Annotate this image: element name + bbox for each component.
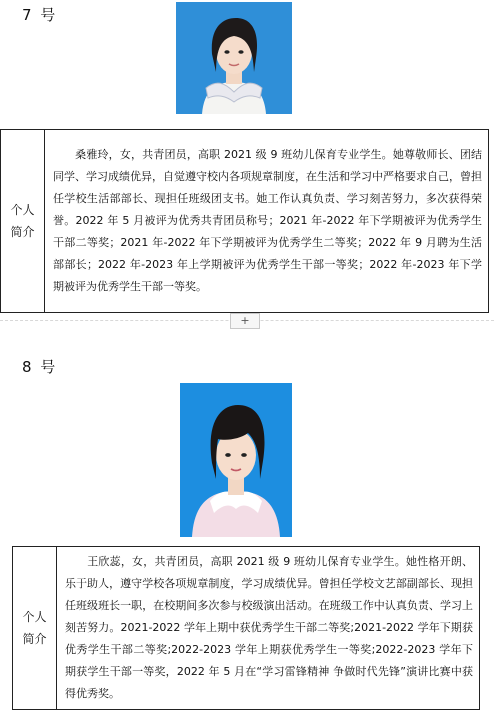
label-line-1: 个人 — [10, 203, 35, 217]
student-number-7: 7 号 — [22, 6, 58, 24]
student-number-8: 8 号 — [22, 358, 58, 376]
profile-table-7 — [0, 129, 489, 313]
label-line-1: 个人 — [22, 610, 47, 624]
student-photo-8 — [180, 383, 292, 537]
label-line-2: 简介 — [22, 632, 47, 646]
portrait-icon — [180, 383, 292, 537]
profile-table-8 — [12, 546, 480, 710]
bio-text-7: 桑雅玲，女，共青团员，高职 2021 级 9 班幼儿保育专业学生。她尊敬师长、团结同学、学习成绩优异，自觉遵守校内各项规章制度，在生活和学习中严格要求自己，曾担任学校生活部部长、现担任班级团支书。她工作认真负责、学习刻苦努力，多次获得荣誉。2022 年 5 月被评为优秀共青团员称号；2021 年-2022 年下学期被评为优秀学生干部二等奖；2021 年-2022 年下学期被评为优秀学生二等奖；2022 年 9 月聘为生活部部长；2022 年-2023 年上学期被评为优秀学生干部一等奖；2022 年-2023 年下学期被评为优秀学生干部一等奖。 — [53, 148, 482, 293]
label-line-2: 简介 — [10, 225, 35, 239]
student-photo-7 — [176, 2, 292, 114]
add-row-button[interactable]: + — [230, 313, 260, 329]
profile-label-7 — [1, 130, 45, 313]
bio-text-8: 王欣蕊，女，共青团员，高职 2021 级 9 班幼儿保育专业学生。她性格开朗、乐于助人，遵守学校各项规章制度，学习成绩优异。曾担任学校文艺部副部长、现担任班级班长一职，在校期间多次参与校级演出活动。在班级工作中认真负责、学习上刻苦努力。2021-2022 学年上期中获优秀学生干部二等奖;2021-2022 学年下期获优秀学生干部二等奖;2022-2023 学年上期获优秀学生一等奖;2022-2023 学年下期获学生干部一等奖，2022 年 5 月在“学习雷锋精神 争做时代先锋”演讲比赛中获得优秀奖。 — [65, 555, 473, 700]
profile-bio-7 — [45, 130, 489, 313]
portrait-icon — [176, 2, 292, 114]
profile-bio-8 — [57, 547, 480, 710]
profile-label-8 — [13, 547, 57, 710]
